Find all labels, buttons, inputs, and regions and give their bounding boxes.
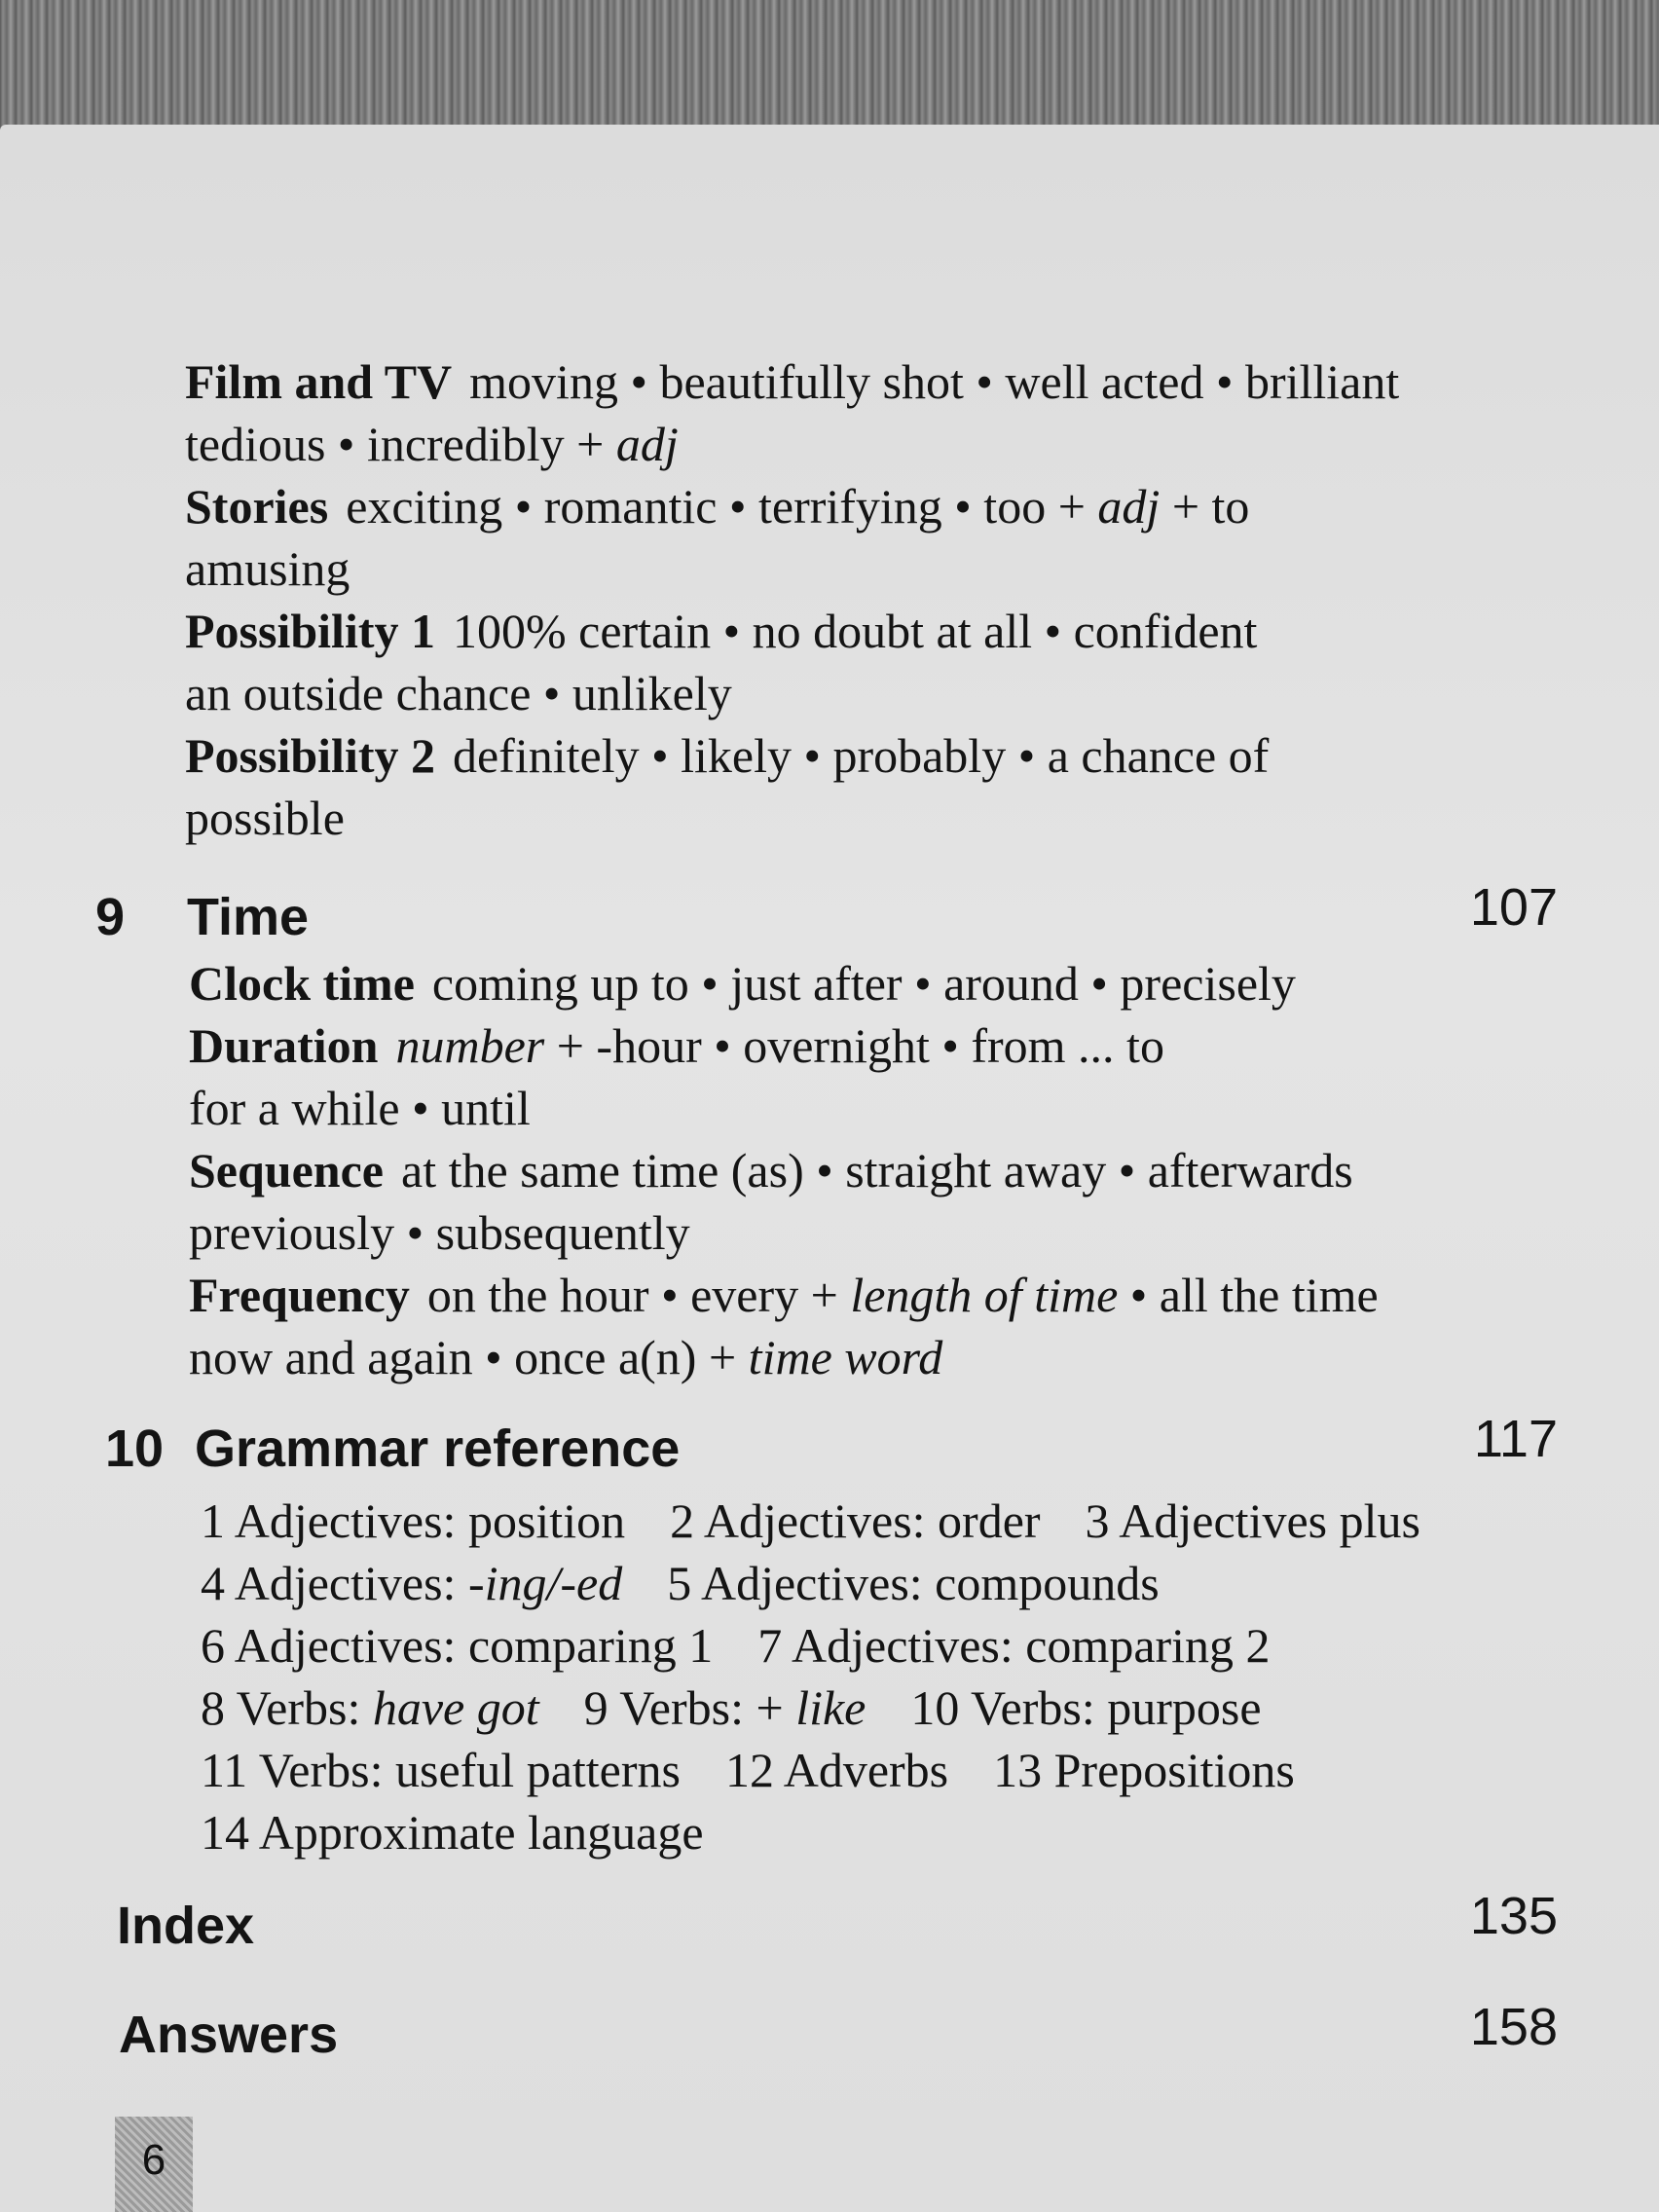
clock-line [189,952,1513,1014]
possibility1-words-2: an outside chance • unlikely [185,666,732,720]
duration-line-1 [189,1014,1513,1077]
stories-label: Stories [185,479,329,534]
grammar-item-13[interactable]: 13 Prepositions [993,1743,1295,1797]
grammar-item-11[interactable]: 11 Verbs: useful patterns [201,1743,681,1797]
stories-words-1-end: + to [1160,479,1250,534]
duration-words-italic: number [395,1018,545,1073]
possibility2-line-2 [185,787,1509,849]
possibility2-label: Possibility 2 [185,728,435,783]
answers-title[interactable]: Answers [119,2006,339,2064]
answers-page: 158 [1469,1998,1558,2056]
film-line-1 [185,350,1509,413]
index-page: 135 [1469,1887,1558,1945]
chapter-9-title[interactable]: Time [187,888,310,946]
film-line-2 [185,413,1509,475]
clock-words: coming up to • just after • around • precisely [431,956,1296,1011]
grammar-item-2[interactable]: 2 Adjectives: order [670,1493,1041,1548]
chapter-10-number: 10 [105,1419,165,1478]
possibility2-words-1: definitely • likely • probably • a chance of [452,728,1270,783]
grammar-item-14[interactable]: 14 Approximate language [201,1805,704,1860]
grammar-item-6[interactable]: 6 Adjectives: comparing 1 [201,1618,714,1673]
possibility2-line-1 [185,724,1509,787]
frequency-words-1-end: • all the time [1118,1268,1379,1322]
grammar-item-9[interactable] [584,1680,866,1735]
frequency-words-1: on the hour • every + [426,1268,851,1322]
grammar-item-4-italic: -ing/-ed [467,1556,623,1610]
possibility2-words-2: possible [185,791,345,845]
frequency-label: Frequency [189,1268,410,1322]
film-words-1: moving • beautifully shot • well acted • brilliant [469,354,1400,409]
grammar-row-2 [201,1552,1525,1614]
grammar-item-7[interactable]: 7 Adjectives: comparing 2 [757,1618,1271,1673]
grammar-item-3[interactable]: 3 Adjectives plus [1085,1493,1420,1548]
sequence-line-2 [189,1201,1513,1264]
chapter-9-number: 9 [95,888,126,946]
chapter-9-page: 107 [1469,878,1558,937]
film-words-2: tedious • incredibly + [185,417,616,471]
possibility1-words-1: 100% certain • no doubt at all • confident [452,604,1258,658]
grammar-row-3 [201,1614,1525,1677]
grammar-item-8[interactable] [201,1680,539,1735]
grammar-row-4 [201,1677,1525,1739]
film-words-2-italic: adj [615,417,679,471]
grammar-row-5 [201,1739,1525,1801]
page-folio: 6 [115,2117,193,2212]
grammar-item-4[interactable] [201,1556,622,1610]
duration-words-1: + -hour • overnight • from ... to [544,1018,1164,1073]
stories-words-2: amusing [185,541,350,596]
grammar-item-8-italic: have got [372,1680,539,1735]
grammar-item-12[interactable]: 12 Adverbs [724,1743,949,1797]
duration-label: Duration [189,1018,379,1073]
chapter-10-page: 117 [1473,1410,1558,1468]
possibility1-line-1 [185,600,1509,662]
sequence-words-1: at the same time (as) • straight away • afterwards [401,1143,1353,1198]
time-block [189,952,1513,1388]
possibility1-line-2 [185,662,1509,724]
film-label: Film and TV [185,354,453,409]
frequency-words-2-italic: time word [748,1330,943,1384]
background-strip [0,0,1659,136]
frequency-line-1 [189,1264,1513,1326]
stories-line-1 [185,475,1509,537]
grammar-item-5[interactable]: 5 Adjectives: compounds [667,1556,1160,1610]
grammar-item-4-text: 4 Adjectives: [201,1556,468,1610]
grammar-item-8-text: 8 Verbs: [201,1680,373,1735]
sequence-words-2: previously • subsequently [189,1205,690,1260]
grammar-item-9-italic: like [795,1680,866,1735]
frequency-words-2: now and again • once a(n) + [189,1330,749,1384]
possibility1-label: Possibility 1 [185,604,435,658]
stories-words-1: exciting • romantic • terrifying • too + [346,479,1098,534]
clock-label: Clock time [189,956,415,1011]
grammar-row-1 [201,1490,1525,1552]
duration-line-2 [189,1077,1513,1139]
duration-words-2: for a while • until [189,1081,531,1135]
grammar-items [201,1490,1525,1863]
grammar-item-9-text: 9 Verbs: + [583,1680,796,1735]
stories-words-1-italic: adj [1097,479,1161,534]
sequence-label: Sequence [189,1143,384,1198]
frequency-line-2 [189,1326,1513,1388]
vocab-block [185,350,1509,849]
grammar-item-10[interactable]: 10 Verbs: purpose [910,1680,1262,1735]
chapter-10-title[interactable]: Grammar reference [195,1419,681,1478]
grammar-row-6 [201,1801,1525,1863]
sequence-line-1 [189,1139,1513,1201]
stories-line-2 [185,537,1509,600]
frequency-words-1-italic: length of time [850,1268,1119,1322]
index-title[interactable]: Index [117,1897,255,1955]
grammar-item-1[interactable]: 1 Adjectives: position [201,1493,626,1548]
